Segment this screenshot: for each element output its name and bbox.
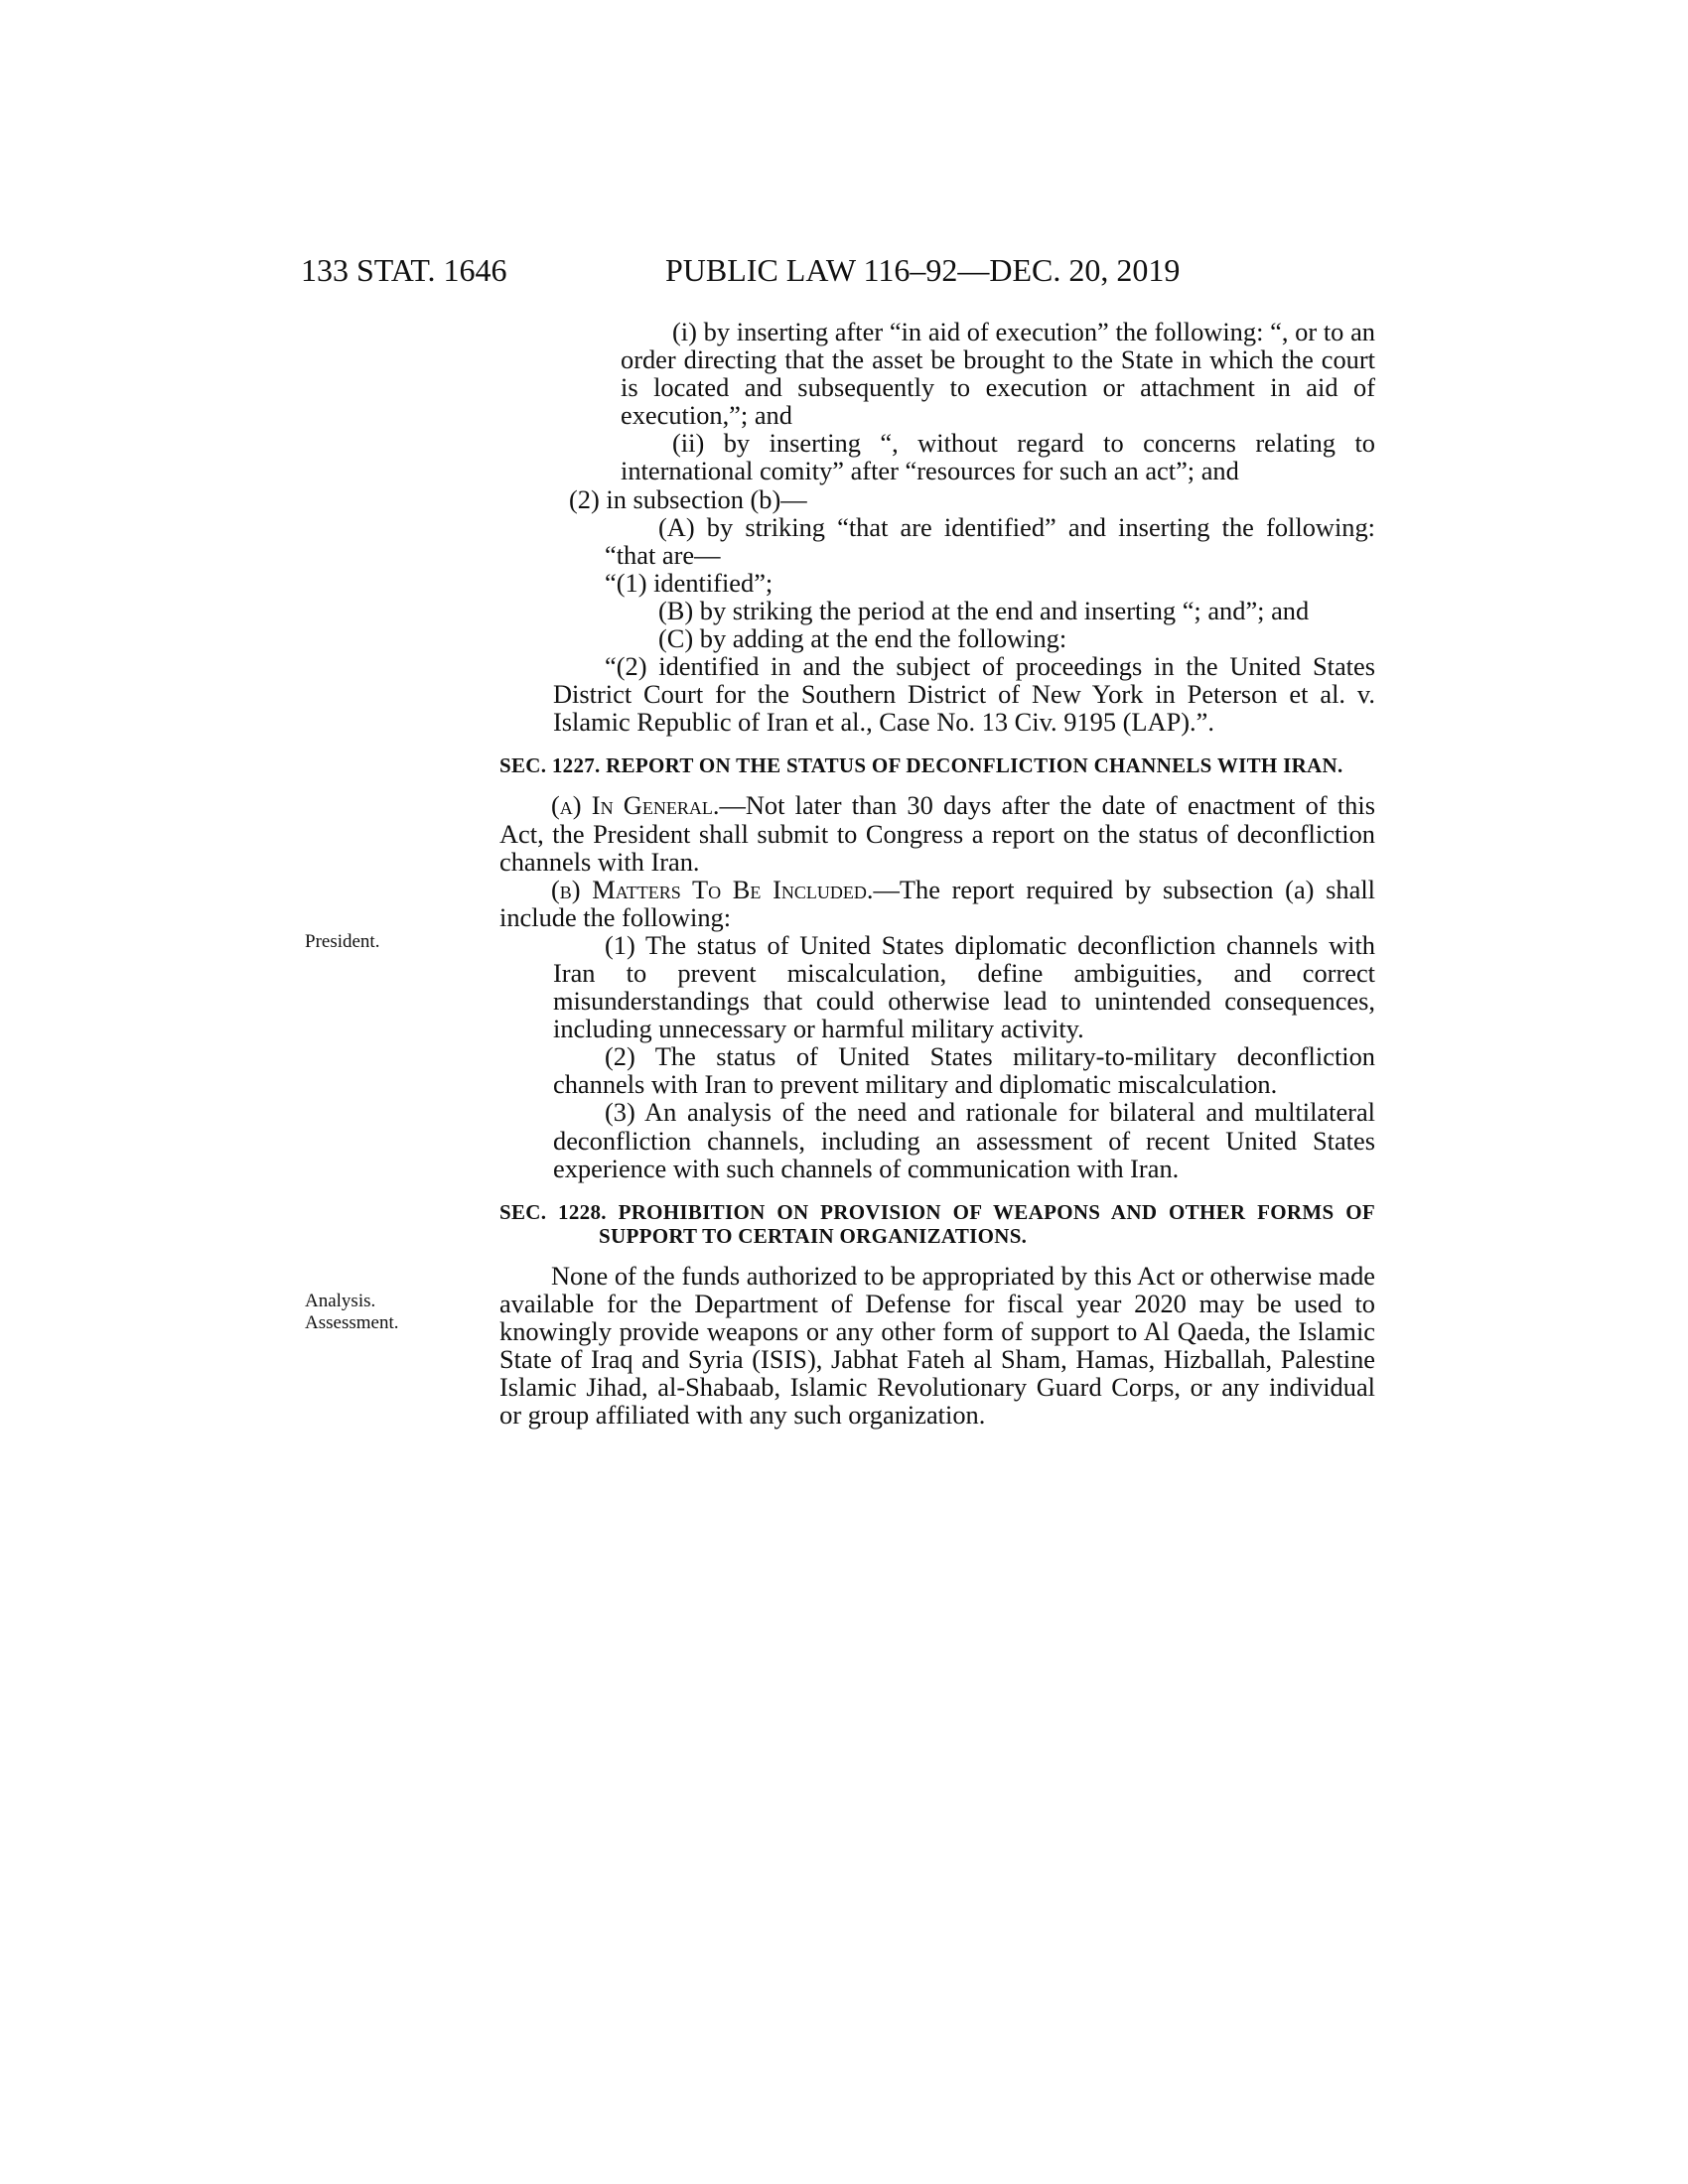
margin-note-analysis: Analysis. (305, 1291, 376, 1311)
item-2C-quote: “(2) identified in and the subject of proceedings in the United States District Court for the Southern District of New York in Peterson et al. v. Islamic Republic of Iran et al., Case No. 13 Civ. 9195 (LAP).”. (553, 651, 1375, 738)
sec-1227-subsection-a (499, 791, 1375, 875)
sec-1227-b2: (2) The status of United States military-to-military deconfliction channels with Iran to prevent military and diplomatic miscalculation. (553, 1041, 1375, 1100)
clause-i: (i) by inserting after “in aid of execution” the following: “, or to an order directing that the asset be brought to the State in which the court is located and subsequently to execution or attachment in aid of execution,”; and (621, 317, 1375, 431)
public-law-header: PUBLIC LAW 116–92—DEC. 20, 2019 (665, 252, 1181, 288)
sec-1227-b3: (3) An analysis of the need and rationale for bilateral and multilateral deconfliction channels, including an assessment of recent United States experience with such channels of communication with Iran. (553, 1097, 1375, 1183)
item-2A: (A) by striking “that are identified” and inserting the following: “that are— (605, 511, 1375, 570)
subsection-a-label: (a) In General. (551, 790, 720, 821)
page-stat-reference: 133 STAT. 1646 (301, 252, 507, 288)
document-body (499, 318, 1375, 1429)
subsection-a-text: —Not later than 30 days after the date of enactment of this Act, the President shall submit to Congress a report on the status of deconfliction channels with Iran. (499, 790, 1375, 877)
item-2: (2) in subsection (b)— (569, 483, 807, 514)
subsection-b-text: —The report required by subsection (a) shall include the following: (499, 874, 1375, 932)
clause-ii: (ii) by inserting “, without regard to concerns relating to international comity” after “resources for such an act”; and (621, 428, 1375, 486)
sec-1228-heading: SEC. 1228. PROHIBITION ON PROVISION OF WEAPONS AND OTHER FORMS OF SUPPORT TO CERTAIN ORGANIZATIONS. (499, 1199, 1375, 1248)
sec-1227-subsection-b (499, 876, 1375, 931)
item-2C: (C) by adding at the end the following: (658, 623, 1067, 654)
sec-1227-heading: SEC. 1227. REPORT ON THE STATUS OF DECONFLICTION CHANNELS WITH IRAN. (499, 753, 1343, 778)
item-2B: (B) by striking the period at the end and inserting “; and”; and (658, 595, 1310, 625)
margin-note-president: President. (305, 931, 380, 952)
sec-1228-text: None of the funds authorized to be appropriated by this Act or otherwise made available for the Department of Defense for fiscal year 2020 may be used to knowingly provide weapons or any other form of support to Al Qaeda, the Islamic State of Iraq and Syria (ISIS), Jabhat Fateh al Sham, Hamas, Hizballah, Palestine Islamic Jihad, al-Shabaab, Islamic Revolutionary Guard Corps, or any individual or group affiliated with any such organization. (499, 1260, 1375, 1431)
margin-note-assessment: Assessment. (305, 1312, 399, 1333)
subsection-b-label: (b) Matters To Be Included. (551, 874, 874, 904)
item-2A-quote: “(1) identified”; (605, 567, 774, 598)
sec-1227-b1: (1) The status of United States diplomatic deconfliction channels with Iran to prevent miscalculation, define ambiguities, and correct misunderstandings that could otherwise lead to unintended consequences, including unnecessary or harmful military activity. (553, 929, 1375, 1044)
